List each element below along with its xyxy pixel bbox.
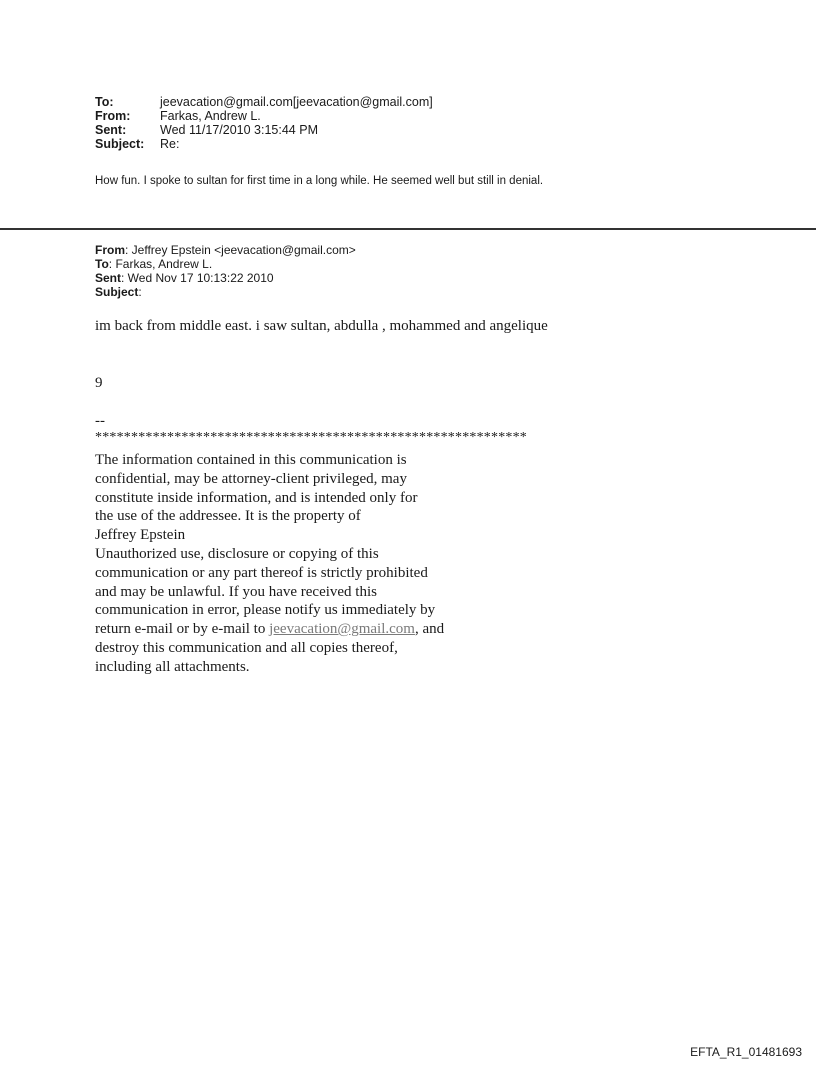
divider bbox=[0, 228, 816, 230]
subject-label: Subject: bbox=[95, 137, 145, 151]
disclaimer-line: including all attachments. bbox=[95, 658, 250, 675]
quoted-from-row bbox=[95, 243, 356, 257]
reply-body: How fun. I spoke to sultan for first time in a long while. He seemed well but still in denial. bbox=[95, 175, 544, 187]
from-value: Farkas, Andrew L. bbox=[160, 109, 261, 123]
disclaimer-line: constitute inside information, and is intended only for bbox=[95, 489, 418, 506]
from-row bbox=[95, 109, 433, 123]
email-header bbox=[95, 95, 433, 151]
quoted-sent-value: : Wed Nov 17 10:13:22 2010 bbox=[121, 271, 274, 285]
disclaimer bbox=[95, 451, 655, 677]
disclaimer-line: communication or any part thereof is strictly prohibited bbox=[95, 564, 428, 581]
disclaimer-line: the use of the addressee. It is the property of bbox=[95, 508, 361, 525]
quoted-to-value: : Farkas, Andrew L. bbox=[108, 257, 213, 271]
sent-row bbox=[95, 123, 433, 137]
subject-row bbox=[95, 137, 433, 151]
quoted-subject-value: : bbox=[138, 285, 142, 299]
disclaimer-return-prefix: return e-mail or by e-mail to bbox=[95, 621, 270, 638]
quoted-sent-label: Sent bbox=[95, 271, 122, 285]
disclaimer-line-return bbox=[95, 620, 655, 639]
quoted-subject-row bbox=[95, 285, 356, 299]
to-value: jeevacation@gmail.com[jeevacation@gmail.com] bbox=[160, 95, 433, 109]
quoted-header bbox=[95, 243, 356, 299]
quoted-to-row bbox=[95, 257, 356, 271]
disclaimer-line: confidential, may be attorney-client privileged, may bbox=[95, 470, 407, 487]
quoted-sent-row bbox=[95, 271, 356, 285]
email-link[interactable]: jeevacation@gmail.com bbox=[269, 621, 415, 638]
quoted-to-label: To bbox=[95, 257, 109, 271]
sent-label: Sent: bbox=[95, 123, 127, 137]
from-label: From: bbox=[95, 109, 131, 123]
to-row bbox=[95, 95, 433, 109]
signature-dashes: -- bbox=[95, 413, 105, 429]
disclaimer-line: and may be unlawful. If you have received this bbox=[95, 583, 377, 600]
document-id: EFTA_R1_01481693 bbox=[690, 1045, 802, 1059]
quoted-from-label: From bbox=[95, 243, 125, 257]
disclaimer-line: The information contained in this communication is bbox=[95, 452, 407, 468]
quoted-subject-label: Subject bbox=[95, 285, 139, 299]
subject-value: Re: bbox=[160, 137, 180, 151]
disclaimer-line: destroy this communication and all copies thereof, bbox=[95, 639, 398, 656]
quoted-body: im back from middle east. i saw sultan, abdulla , mohammed and angelique bbox=[95, 318, 548, 334]
quoted-number: 9 bbox=[95, 375, 103, 391]
signature-stars: ************************************************************ bbox=[95, 430, 527, 445]
quoted-from-value: : Jeffrey Epstein <jeevacation@gmail.com> bbox=[125, 243, 356, 257]
to-label: To: bbox=[95, 95, 114, 109]
disclaimer-return-suffix: , and bbox=[414, 621, 445, 638]
disclaimer-line: communication in error, please notify us immediately by bbox=[95, 602, 436, 619]
disclaimer-line: Unauthorized use, disclosure or copying of this bbox=[95, 545, 379, 562]
sent-value: Wed 11/17/2010 3:15:44 PM bbox=[160, 123, 318, 137]
disclaimer-line: Jeffrey Epstein bbox=[95, 527, 186, 544]
